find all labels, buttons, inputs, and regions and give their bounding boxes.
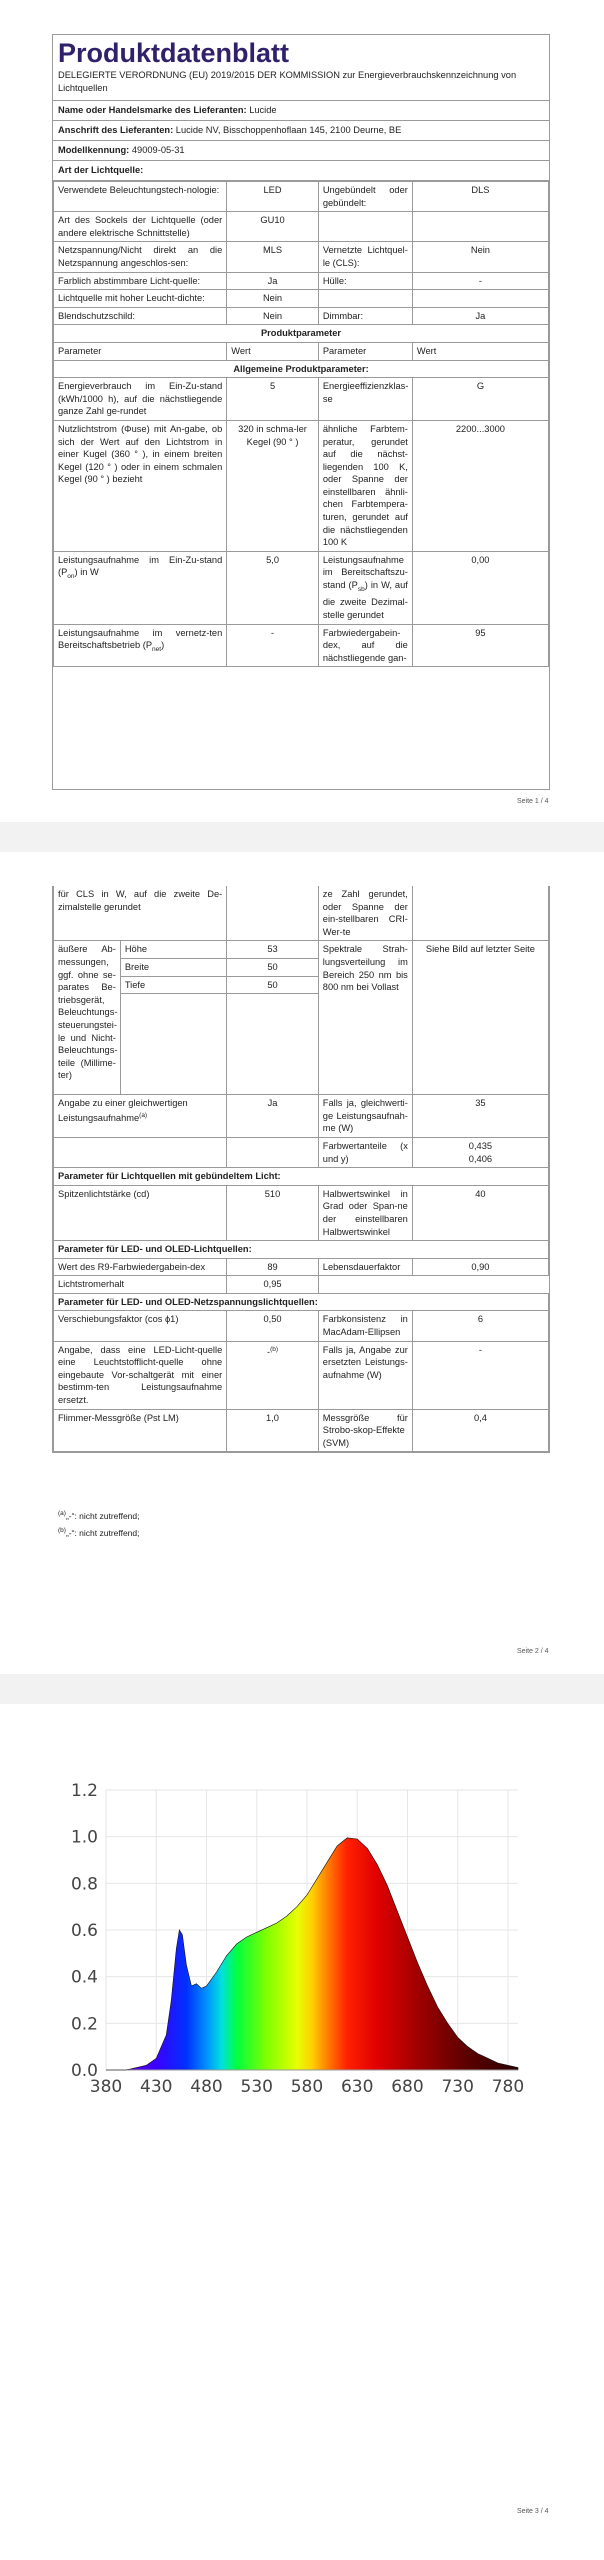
param-value: 0,00 [412, 551, 548, 624]
type-label: Farblich abstimmbare Licht-quelle: [54, 272, 227, 290]
general-params-header: Allgemeine Produktparameter: [54, 360, 549, 378]
pf-label: Verschiebungsfaktor (cos ϕ1) [54, 1311, 227, 1341]
page-divider [0, 822, 604, 852]
param-value: G [412, 378, 548, 421]
table-row [54, 886, 549, 941]
table-row [54, 1276, 549, 1294]
type-label: Lichtquelle mit hoher Leucht-dichte: [54, 290, 227, 308]
param-label: für CLS in W, auf die zweite De-zimalstelle gerundet [54, 886, 227, 941]
flicker-label: Flimmer-Messgröße (Pst LM) [54, 1409, 227, 1452]
type-label: Dimmbar: [318, 307, 412, 325]
supplier-address-label: Anschrift des Lieferanten: [58, 125, 174, 135]
type-value: Nein [227, 290, 319, 308]
table-row [54, 272, 549, 290]
model-label: Modellkennung: [58, 145, 130, 155]
table-row [54, 1409, 549, 1452]
table-row [54, 941, 549, 959]
page-number: Seite 3 / 4 [517, 2508, 549, 2515]
y-tick-label: 1.0 [70, 1827, 98, 1848]
mains-header: Parameter für LED- und OLED-Netzspannungslichtquellen: [54, 1293, 549, 1311]
x-tick-label: 380 [89, 2077, 123, 2097]
table-row [54, 378, 549, 421]
param-label: Leistungsaufnahme im vernetz-ten Bereitschaftsbetrieb $(P_{net})$ [54, 624, 227, 667]
table-row [54, 1311, 549, 1341]
param-label: Leistungsaufnahme im Bereitschaftszu-stand $(P_{sb})$ in W, auf die zweite Dezimal-stelle gerundet [318, 551, 412, 624]
type-label: Blendschutzschild: [54, 307, 227, 325]
supplier-name: Lucide [249, 105, 277, 115]
peak-label: Spitzenlichtstärke (cd) [54, 1185, 227, 1240]
page-2-table [53, 886, 549, 1452]
param-value: 5,0 [227, 551, 319, 624]
light-source-type-label: Art der Lichtquelle: [53, 161, 549, 181]
page-number: Seite 2 / 4 [517, 1648, 549, 1655]
consistency-value: 6 [412, 1311, 548, 1341]
type-label: Hülle: [318, 272, 412, 290]
product-params-header: Produktparameter [54, 325, 549, 343]
table-row [54, 1137, 549, 1167]
r9-value: 89 [227, 1258, 319, 1276]
spectral-distribution-chart [58, 1780, 528, 2110]
page-1-frame [52, 34, 550, 790]
spectral-value: Siehe Bild auf letzter Seite [412, 941, 548, 1095]
peak-value: 510 [227, 1185, 319, 1240]
param-value: 5 [227, 378, 319, 421]
table-row [54, 290, 549, 308]
type-value: Nein [412, 242, 548, 272]
regulation-text: DELEGIERTE VERORDNUNG (EU) 2019/2015 DER KOMMISSION zur Energieverbrauchskennzeichnung von Lichtquellen [53, 69, 549, 101]
type-label: Verwendete Beleuchtungstech-nologie: [54, 182, 227, 212]
equiv-power-label: Falls ja, gleichwerti-ge Leistungsaufnah-me (W) [318, 1095, 412, 1138]
y-tick-label: 1.2 [70, 1781, 98, 1801]
maint-value: 0,95 [227, 1276, 319, 1294]
page-1-table [53, 181, 549, 667]
type-label: Vernetzte Lichtquel-le (CLS): [318, 242, 412, 272]
type-value: Nein [227, 307, 319, 325]
table-row [54, 1095, 549, 1138]
param-label: ze Zahl gerundet, oder Spanne der ein-stellbaren CRI-Wer-te [318, 886, 412, 941]
table-row [54, 1258, 549, 1276]
table-row [54, 242, 549, 272]
param-value: 95 [412, 624, 548, 667]
dimension-label: Tiefe [120, 976, 226, 994]
type-value: LED [227, 182, 319, 212]
param-label: Energieverbrauch im Ein-Zu-stand (kWh/1000 h), auf die nächstliegende ganze Zahl ge-rundet [54, 378, 227, 421]
chroma-value: 0,435 0,406 [412, 1137, 548, 1167]
type-label: Netzspannung/Nicht direkt an die Netzspannung angeschlos-sen: [54, 242, 227, 272]
col-header: Parameter [318, 342, 412, 360]
svm-label: Messgröße für Strobo-skop-Effekte (SVM) [318, 1409, 412, 1452]
consistency-label: Farbkonsistenz in MacAdam-Ellipsen [318, 1311, 412, 1341]
type-label: Art des Sockels der Lichtquelle (oder andere elektrische Schnittstelle) [54, 212, 227, 242]
type-label [318, 290, 412, 308]
directional-header: Parameter für Lichtquellen mit gebündeltem Licht: [54, 1168, 549, 1186]
param-label: ähnliche Farbtem-peratur, gerundet auf die nächst-liegenden 100 K, oder Spanne der einstellbaren ähnli-chen Farbtempera-turen, gerundet auf die nächstliegenden 100 K [318, 420, 412, 551]
page-number: Seite 1 / 4 [517, 798, 549, 805]
x-tick-label: 580 [290, 2077, 324, 2097]
flicker-value: 1,0 [227, 1409, 319, 1452]
footnote-b: $^{(b)}$„-“: nicht zutreffend; [58, 1527, 140, 1538]
type-label: Ungebündelt oder gebündelt: [318, 182, 412, 212]
footnote-a: $^{(a)}$„-“: nicht zutreffend; [58, 1510, 140, 1521]
replace-label: Angabe, dass eine LED-Licht-quelle eine Leuchtstofflicht-quelle ohne eingebaute Vor-schaltgerät mit einer bestimm-ten Leistungsaufnahme ersetzt. [54, 1341, 227, 1409]
spectral-label: Spektrale Strah-lungsverteilung im Bereich 250 nm bis 800 nm bei Vollast [318, 941, 412, 1095]
survival-value: 0,90 [412, 1258, 548, 1276]
param-label: Leistungsaufnahme im Ein-Zu-stand $(P_{on})$ in W [54, 551, 227, 624]
pf-value: 0,50 [227, 1311, 319, 1341]
type-value: Ja [412, 307, 548, 325]
model-row [53, 141, 549, 161]
replace-power-value: - [412, 1341, 548, 1409]
dimension-value: 50 [227, 958, 319, 976]
equiv-label: Angabe zu einer gleichwertigen Leistungsaufnahme$^{(a)}$ [54, 1095, 227, 1138]
led-header: Parameter für LED- und OLED-Lichtquellen: [54, 1241, 549, 1259]
model-id: 49009-05-31 [131, 145, 185, 155]
x-tick-label: 730 [441, 2077, 474, 2097]
dimension-label: Höhe [120, 941, 226, 959]
x-tick-label: 680 [391, 2077, 424, 2097]
type-value: - [412, 272, 548, 290]
replace-value: -$^{(b)}$ [227, 1341, 319, 1409]
dimension-label: Breite [120, 958, 226, 976]
y-tick-label: 0.2 [70, 2014, 98, 2035]
type-value: GU10 [227, 212, 319, 242]
param-label: Nutzlichtstrom (Φuse) mit An-gabe, ob sich der Wert auf den Lichtstrom in einer Kugel (360 ° ), in einem breiten Kegel (120 ° ) oder in einem schmalen Kegel (90 ° ) bezieht [54, 420, 227, 551]
page-title: Produktdatenblatt [58, 38, 290, 68]
table-row [54, 212, 549, 242]
equiv-power-value: 35 [412, 1095, 548, 1138]
param-value: 2200...3000 [412, 420, 548, 551]
supplier-name-row [53, 101, 549, 121]
type-value: DLS [412, 182, 548, 212]
survival-label: Lebensdauerfaktor [318, 1258, 412, 1276]
table-row [54, 307, 549, 325]
type-value [412, 290, 548, 308]
table-row [54, 1341, 549, 1409]
table-row [54, 182, 549, 212]
param-label: Energieeffizienzklas-se [318, 378, 412, 421]
param-value: - [227, 624, 319, 667]
x-tick-label: 530 [240, 2077, 273, 2097]
dimension-value: 50 [227, 976, 319, 994]
x-tick-label: 480 [190, 2077, 223, 2097]
beam-value: 40 [412, 1185, 548, 1240]
col-header: Wert [227, 342, 319, 360]
r9-label: Wert des R9-Farbwiedergabein-dex [54, 1258, 227, 1276]
x-tick-label: 780 [491, 2077, 525, 2097]
table-row [54, 624, 549, 667]
y-tick-label: 0.4 [70, 1967, 98, 1988]
dimensions-label: äußere Ab-messungen, ggf. ohne se-parates Be-triebsgerät, Beleuchtungs-steuerungstei-le und Nicht-Beleuchtungs-teile (Millime-ter) [54, 941, 121, 1095]
svm-value: 0,4 [412, 1409, 548, 1452]
equiv-value: Ja [227, 1095, 319, 1138]
x-tick-label: 430 [140, 2077, 173, 2097]
dimension-value: 53 [227, 941, 319, 959]
y-tick-label: 0.6 [70, 1921, 98, 1941]
replace-power-label: Falls ja, Angabe zur ersetzten Leistungs-aufnahme (W) [318, 1341, 412, 1409]
supplier-address-row [53, 121, 549, 141]
type-value [412, 212, 548, 242]
beam-label: Halbwertswinkel in Grad oder Span-ne der einstellbaren Halbwertswinkel [318, 1185, 412, 1240]
col-header: Parameter [54, 342, 227, 360]
table-row [54, 420, 549, 551]
table-row [54, 1185, 549, 1240]
type-value: MLS [227, 242, 319, 272]
table-row [54, 551, 549, 624]
param-value: 320 in schma-ler Kegel (90 ° ) [227, 420, 319, 551]
col-header: Wert [412, 342, 548, 360]
maint-label: Lichtstromerhalt [54, 1276, 227, 1294]
chroma-label: Farbwertanteile (x und y) [318, 1137, 412, 1167]
param-label: Farbwiedergabein-dex, auf die nächstliegende gan- [318, 624, 412, 667]
y-tick-label: 0.0 [70, 2061, 98, 2081]
x-tick-label: 630 [340, 2077, 374, 2097]
supplier-address: Lucide NV, Bisschoppenhoflaan 145, 2100 Deurne, BE [175, 125, 402, 135]
type-value: Ja [227, 272, 319, 290]
type-label [318, 212, 412, 242]
y-tick-label: 0.8 [70, 1874, 98, 1895]
supplier-name-label: Name oder Handelsmarke des Lieferanten: [58, 105, 247, 115]
page-2-frame [52, 886, 550, 1453]
page-divider [0, 1674, 604, 1704]
